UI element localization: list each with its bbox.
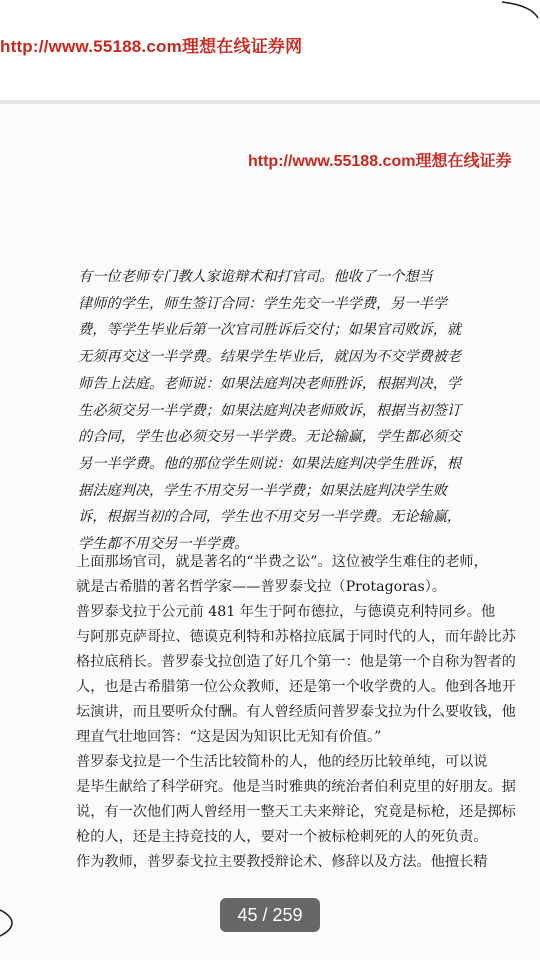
body-line: 枪的人，还是主持竞技的人，要对一个被标枪刺死的人的死负责。 bbox=[76, 829, 488, 845]
quote-line: 师告上法庭。老师说：如果法庭判决老师胜诉，根据判决，学 bbox=[78, 375, 462, 392]
body-line: 普罗泰戈拉是一个生活比较简朴的人，他的经历比较单纯，可以说 bbox=[76, 754, 488, 770]
body-line: 人，也是古希腊第一位公众教师，还是第一个收学费的人。他到各地开 bbox=[76, 679, 516, 695]
book-page[interactable] bbox=[0, 104, 540, 960]
body-text bbox=[76, 550, 516, 875]
quote-line: 诉，根据当初的合同，学生也不用交另一半学费。无论输赢， bbox=[78, 509, 462, 526]
body-line: 坛演讲，而且要听众付酬。有人曾经质问普罗泰戈拉为什么要收钱，他 bbox=[76, 704, 516, 720]
quote-line: 无须再交这一半学费。结果学生毕业后，就因为不交学费被老 bbox=[78, 349, 462, 366]
body-line: 理直气壮地回答：“这是因为知识比无知有价值。” bbox=[76, 729, 382, 745]
quote-line: 有一位老师专门教人家诡辩术和打官司。他收了一个想当 bbox=[78, 269, 433, 285]
page-curl-left-icon bbox=[0, 908, 14, 938]
page-curl-icon bbox=[500, 0, 540, 20]
page-indicator[interactable]: 45 / 259 bbox=[220, 898, 320, 932]
quote-line: 生必须交另一半学费；如果法庭判决老师败诉，根据当初签订 bbox=[78, 402, 462, 419]
previous-page-edge bbox=[0, 0, 540, 100]
body-line: 就是古希腊的著名哲学家——普罗泰戈拉（Protagoras）。 bbox=[76, 579, 447, 595]
body-line: 与阿那克萨哥拉、德谟克利特和苏格拉底属于同时代的人，而年龄比苏 bbox=[76, 629, 516, 645]
body-line: 格拉底稍长。普罗泰戈拉创造了好几个第一：他是第一个自称为智者的 bbox=[76, 654, 516, 670]
body-line: 普罗泰戈拉于公元前 481 年生于阿布德拉，与德谟克利特同乡。他 bbox=[76, 604, 496, 620]
body-line: 说，有一次他们两人曾经用一整天工夫来辩论，究竟是标枪，还是掷标 bbox=[76, 804, 516, 820]
watermark-url-top: http://www.55188.com理想在线证券网 bbox=[0, 37, 303, 56]
quote-line: 学生都不用交另一半学费。 bbox=[78, 536, 249, 553]
watermark-url-page: http://www.55188.com理想在线证券 bbox=[248, 153, 512, 170]
quote-line: 据法庭判决，学生不用交另一半学费；如果法庭判决学生败 bbox=[78, 482, 447, 499]
quote-line: 律师的学生，师生签订合同：学生先交一半学费，另一半学 bbox=[78, 295, 447, 312]
story-quote-block bbox=[78, 264, 498, 558]
quote-line: 另一半学费。他的那位学生则说：如果法庭判决学生胜诉，根 bbox=[78, 455, 462, 472]
body-line: 上面那场官司，就是著名的“半费之讼”。这位被学生难住的老师， bbox=[76, 554, 488, 570]
body-line: 是毕生献给了科学研究。他是当时雅典的统治者伯利克里的好朋友。据 bbox=[76, 779, 516, 795]
quote-line: 费，等学生毕业后第一次官司胜诉后交付；如果官司败诉，就 bbox=[78, 322, 462, 339]
body-line: 作为教师，普罗泰戈拉主要教授辩论术、修辞以及方法。他擅长精 bbox=[76, 854, 488, 870]
quote-line: 的合同，学生也必须交另一半学费。无论输赢，学生都必须交 bbox=[78, 429, 462, 446]
